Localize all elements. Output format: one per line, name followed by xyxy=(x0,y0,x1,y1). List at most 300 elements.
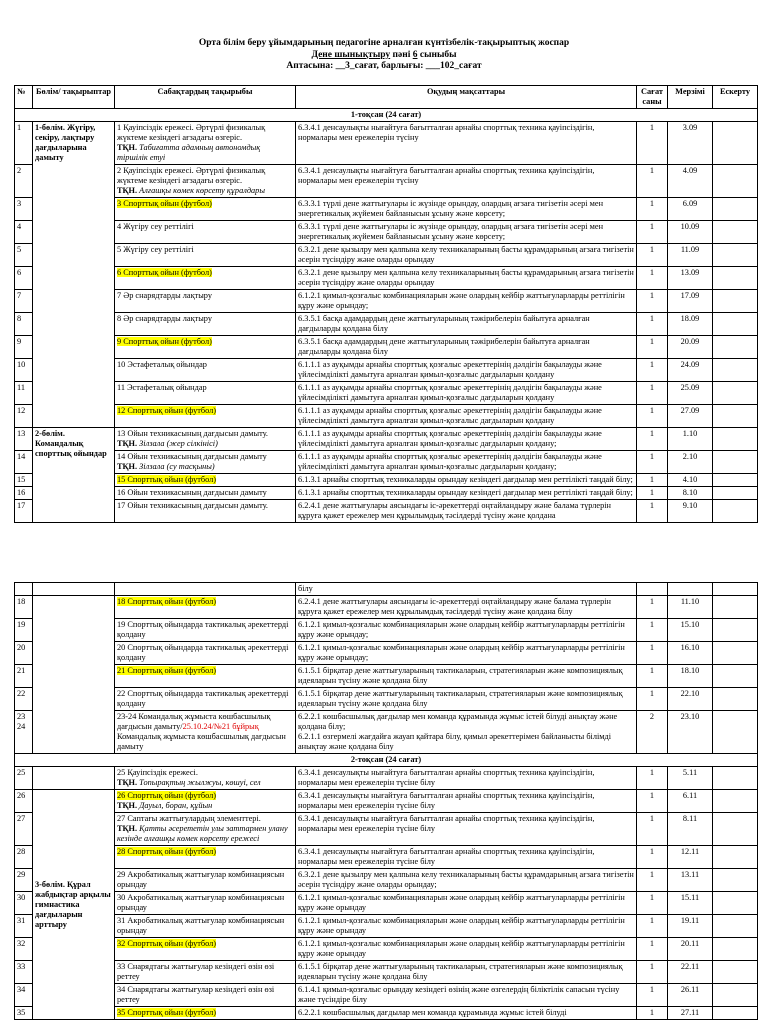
goal-text: 6.1.3.1 арнайы спорттық техникаларды орындау кезіндегі дағдылар мен реттілікті таңдай білу; xyxy=(298,488,633,497)
section-cell: 1-бөлім. Жүгіру, секіру, лақтыру дағдыларына дамыту xyxy=(33,122,115,428)
table-row xyxy=(15,359,758,382)
goal-text: 6.3.4.1 денсаулықты нығайтуға бағытталған арнайы спорттық техника қауіпсіздігін, нормалары мен ережелерін түсіне білу xyxy=(298,847,595,866)
cell-note xyxy=(713,961,758,984)
cell-date: 15.11 xyxy=(668,892,713,915)
goal-text: 6.1.2.1 қимыл-қозғалыс комбинацияларын және олардың кейбір жаттығуларларды реттілігін құру және орындау xyxy=(298,916,625,935)
table-row xyxy=(15,583,758,596)
goal-text: 6.1.4.1 қимыл-қозғалыс орындау кезіндегі өзінің және өзгелердің біліктілік сапасын түсіну және түсіндіре білу xyxy=(298,985,620,1004)
cell-hours: 1 xyxy=(637,405,668,428)
cell-topic xyxy=(115,790,296,813)
goal-text: 6.3.4.1 денсаулықты нығайтуға бағытталған арнайы спорттық техника қауіпсіздігін, нормалары мен ережелерін түсіне білу xyxy=(298,814,595,833)
goal-text: 6.1.1.1 аз ауқымды арнайы спорттық қозғалыс әрекеттерінің дәлдігін бақылауды және үйлесімділікті дамытуға арналған қимыл-қозғалыс дағдыларын қолдану; xyxy=(298,429,602,448)
cell-goal xyxy=(296,382,637,405)
table-row xyxy=(15,892,758,915)
cell-hours: 1 xyxy=(637,500,668,523)
cell-goal xyxy=(296,915,637,938)
table-row xyxy=(15,244,758,267)
table-row xyxy=(15,846,758,869)
tkn-text: Топырақтың жылжуы, көшуі, сел xyxy=(139,778,261,787)
cell-topic xyxy=(115,915,296,938)
cell-note xyxy=(713,767,758,790)
cell-number: 25 xyxy=(15,767,33,790)
col-header-section: Бөлім/ тақырыптар xyxy=(33,86,115,109)
goal-text: 6.1.1.1 аз ауқымды арнайы спорттық қозғалыс әрекеттерінің дәлдігін бақылауды және үйлесімділікті дамытуға арналған қимыл-қозғалыс дағдыларын қолдану; xyxy=(298,452,602,471)
cell-note xyxy=(713,642,758,665)
cell-date: 27.11 xyxy=(668,1007,713,1020)
cell-date: 15.10 xyxy=(668,619,713,642)
cell-topic xyxy=(115,198,296,221)
cell-goal xyxy=(296,688,637,711)
section-cell xyxy=(33,767,115,790)
cell-goal xyxy=(296,165,637,198)
cell-hours: 1 xyxy=(637,1007,668,1020)
cell-topic xyxy=(115,474,296,487)
cell-hours: 1 xyxy=(637,221,668,244)
cell-date: 13.09 xyxy=(668,267,713,290)
table-row xyxy=(15,596,758,619)
topic-text: 8 Әр снарядтарды лақтыру xyxy=(117,314,212,323)
cell-goal xyxy=(296,267,637,290)
cell-hours: 1 xyxy=(637,596,668,619)
topic-text: 27 Саптағы жаттығулардың элементтері. xyxy=(117,814,261,823)
cell-note xyxy=(713,405,758,428)
cell-note xyxy=(713,500,758,523)
goal-text: 6.2.2.1 көшбасшылық дағдылар мен команда құрамында жұмыс істей білуді анықтау және қолдана білу; xyxy=(298,712,618,731)
cell-topic xyxy=(115,688,296,711)
table-row xyxy=(15,915,758,938)
topic-text: 5 Жүгіру сеу реттілігі xyxy=(117,245,194,254)
cell-date: 1.10 xyxy=(668,428,713,451)
cell-goal xyxy=(296,500,637,523)
cell-date: 11.10 xyxy=(668,596,713,619)
cell-note xyxy=(713,984,758,1007)
goal-text: 6.1.2.1 қимыл-қозғалыс комбинацияларын және олардың кейбір жаттығуларларды реттілігін құру және орындау xyxy=(298,939,625,958)
cell-topic xyxy=(115,984,296,1007)
table-row xyxy=(15,122,758,165)
cell-hours: 1 xyxy=(637,915,668,938)
cell-goal xyxy=(296,869,637,892)
cell-date xyxy=(668,583,713,596)
cell-hours: 1 xyxy=(637,846,668,869)
cell-topic xyxy=(115,767,296,790)
cell-hours: 1 xyxy=(637,451,668,474)
cell-date: 19.11 xyxy=(668,915,713,938)
cell-topic xyxy=(115,290,296,313)
cell-number: 17 xyxy=(15,500,33,523)
goal-text: 6.2.2.1 көшбасшылық дағдылар мен команда құрамында жұмыс істей білуді xyxy=(298,1008,567,1017)
cell-note xyxy=(713,583,758,596)
cell-number: 7 xyxy=(15,290,33,313)
cell-hours: 1 xyxy=(637,198,668,221)
cell-note xyxy=(713,892,758,915)
cell-goal xyxy=(296,984,637,1007)
table-row xyxy=(15,290,758,313)
grade-label: сыныбы xyxy=(417,49,457,60)
cell-topic xyxy=(115,665,296,688)
cell-hours xyxy=(637,583,668,596)
cell-number: 35 xyxy=(15,1007,33,1020)
goal-text: 6.3.5.1 басқа адамдардың дене жаттығуларының тәжірибелерін байытуға арналған дағдыларды қолдана білу xyxy=(298,337,590,356)
cell-date: 5.11 xyxy=(668,767,713,790)
table-row xyxy=(15,711,758,754)
cell-hours: 1 xyxy=(637,290,668,313)
table-row xyxy=(15,665,758,688)
cell-topic xyxy=(115,313,296,336)
document-header xyxy=(0,38,768,73)
cell-number: 34 xyxy=(15,984,33,1007)
cell-note xyxy=(713,846,758,869)
cell-note xyxy=(713,474,758,487)
cell-topic xyxy=(115,428,296,451)
cell-topic xyxy=(115,596,296,619)
topic-text: 3 Спорттық ойын (футбол) xyxy=(117,199,212,208)
cell-note xyxy=(713,221,758,244)
cell-number: 20 xyxy=(15,642,33,665)
cell-note xyxy=(713,790,758,813)
topic-text: 2 Қауіпсіздік ережесі. Әртүрлі физикалық жүктеме кезіндегі ағзадағы өзгеріс. xyxy=(117,166,266,185)
cell-hours: 1 xyxy=(637,813,668,846)
cell-number: 27 xyxy=(15,813,33,846)
topic-text: 1 Қауіпсіздік ережесі. Әртүрлі физикалық жүктеме кезіндегі ағзадағы өзгеріс. xyxy=(117,123,266,142)
cell-number: 9 xyxy=(15,336,33,359)
cell-goal xyxy=(296,428,637,451)
tkn-note xyxy=(117,143,260,162)
topic-text: 34 Снарядтағы жаттығулар кезіндегі өзін өзі реттеу xyxy=(117,985,275,1004)
cell-number: 12 xyxy=(15,405,33,428)
cell-goal xyxy=(296,892,637,915)
cell-goal xyxy=(296,487,637,500)
tkn-note xyxy=(117,186,265,195)
cell-number: 6 xyxy=(15,267,33,290)
table-row xyxy=(15,267,758,290)
cell-number: 1 xyxy=(15,122,33,165)
cell-note xyxy=(713,451,758,474)
col-header-number: № xyxy=(15,86,33,109)
col-header-topic: Сабақтардың тақырыбы xyxy=(115,86,296,109)
goal-text: 6.3.4.1 денсаулықты нығайтуға бағытталған арнайы спорттық техника қауіпсіздігін, нормалары мен ережелерін түсіне білу xyxy=(298,768,595,787)
page-break xyxy=(0,555,768,580)
cell-note xyxy=(713,122,758,165)
cell-hours: 1 xyxy=(637,487,668,500)
cell-date: 8.10 xyxy=(668,487,713,500)
cell-number xyxy=(15,583,33,596)
goal-text-extra: 6.2.1.1 өзгермелі жағдайға жауап қайтара білу, қимыл әрекеттерімен байланысты білімді анықтау және қолдана білу xyxy=(298,732,612,751)
cell-number: 31 xyxy=(15,915,33,938)
topic-text: 14 Ойын техникасының дағдысын дамыту xyxy=(117,452,267,461)
cell-date: 6.11 xyxy=(668,790,713,813)
cell-topic xyxy=(115,382,296,405)
cell-hours: 1 xyxy=(637,688,668,711)
cell-note xyxy=(713,290,758,313)
cell-topic xyxy=(115,451,296,474)
cell-hours: 1 xyxy=(637,619,668,642)
order-reference: 25.10.24/№21 бұйрық xyxy=(182,722,259,731)
cell-date: 24.09 xyxy=(668,359,713,382)
cell-note xyxy=(713,813,758,846)
plan-table-page1 xyxy=(14,85,758,523)
cell-hours: 1 xyxy=(637,767,668,790)
cell-number: 11 xyxy=(15,382,33,405)
subject-name: Дене шынықтыру xyxy=(311,49,391,60)
cell-note xyxy=(713,619,758,642)
tkn-text: Алғашқы көмек көрсету құралдары xyxy=(139,186,265,195)
table-row xyxy=(15,336,758,359)
cell-note xyxy=(713,1007,758,1020)
cell-topic xyxy=(115,892,296,915)
tkn-note xyxy=(117,824,288,843)
cell-topic xyxy=(115,619,296,642)
table-row xyxy=(15,313,758,336)
quarter-label: 2-тоқсан (24 сағат) xyxy=(15,754,758,767)
table-row xyxy=(15,451,758,474)
cell-goal: білу xyxy=(296,583,637,596)
cell-number: 29 xyxy=(15,869,33,892)
tkn-text: Табиғатта адамның автономдық тіршілік етуі xyxy=(117,143,261,162)
cell-goal xyxy=(296,221,637,244)
topic-text: 13 Ойын техникасының дағдысын дамыту. xyxy=(117,429,269,438)
cell-goal xyxy=(296,619,637,642)
topic-text: 18 Спорттық ойын (футбол) xyxy=(117,597,217,606)
goal-text: 6.1.5.1 бірқатар дене жаттығуларының тактикаларын, стратегияларын және композициялық идеяларын түсіну және қолдана білу xyxy=(298,666,623,685)
cell-date: 22.10 xyxy=(668,688,713,711)
table-row xyxy=(15,1007,758,1020)
cell-date: 13.11 xyxy=(668,869,713,892)
cell-note xyxy=(713,428,758,451)
table-row xyxy=(15,474,758,487)
cell-date: 12.11 xyxy=(668,846,713,869)
topic-text: 33 Снарядтағы жаттығулар кезіндегі өзін өзі реттеу xyxy=(117,962,275,981)
cell-date: 8.11 xyxy=(668,813,713,846)
cell-goal xyxy=(296,198,637,221)
cell-goal xyxy=(296,451,637,474)
table-row xyxy=(15,790,758,813)
cell-hours: 1 xyxy=(637,642,668,665)
table-row xyxy=(15,869,758,892)
topic-text: 25 Қауіпсіздік ережесі. xyxy=(117,768,198,777)
tkn-label: ТҚН. xyxy=(117,778,140,787)
table-row xyxy=(15,984,758,1007)
tkn-label: ТҚН. xyxy=(117,801,140,810)
tkn-note xyxy=(117,462,215,471)
goal-text: 6.3.2.1 дене қызылру мен қалпына келу техникаларының басты құрамдарының ағзаға тигізетін әсерін түсіндіру және оларды орындау; xyxy=(298,870,634,889)
cell-topic xyxy=(115,583,296,596)
cell-number: 28 xyxy=(15,846,33,869)
cell-topic xyxy=(115,846,296,869)
cell-hours: 1 xyxy=(637,892,668,915)
cell-goal xyxy=(296,665,637,688)
cell-hours: 1 xyxy=(637,359,668,382)
cell-goal xyxy=(296,711,637,754)
cell-hours: 1 xyxy=(637,336,668,359)
tkn-text: Зілзала (жер сілкінісі) xyxy=(139,439,218,448)
cell-topic xyxy=(115,869,296,892)
cell-note xyxy=(713,313,758,336)
cell-note xyxy=(713,382,758,405)
cell-note xyxy=(713,336,758,359)
cell-topic xyxy=(115,813,296,846)
table-row xyxy=(15,938,758,961)
col-header-goals: Оқудың мақсаттары xyxy=(296,86,637,109)
tkn-text: Қатты әсерететін улы заттармен улану кезінде алғашқы көмек көрсету ережесі xyxy=(117,824,288,843)
topic-text: 17 Ойын техникасының дағдысын дамыту. xyxy=(117,501,269,510)
cell-hours: 1 xyxy=(637,428,668,451)
cell-hours: 1 xyxy=(637,961,668,984)
cell-goal xyxy=(296,244,637,267)
cell-number: 2 xyxy=(15,165,33,198)
section-cell xyxy=(33,596,115,754)
cell-number: 22 xyxy=(15,688,33,711)
cell-note xyxy=(713,915,758,938)
cell-goal xyxy=(296,642,637,665)
cell-number: 5 xyxy=(15,244,33,267)
cell-topic xyxy=(115,711,296,754)
cell-number: 3 xyxy=(15,198,33,221)
topic-text: 19 Спорттық ойындарда тактикалық әрекеттерді қолдану xyxy=(117,620,289,639)
cell-topic xyxy=(115,122,296,165)
col-header-hours: Сағат саны xyxy=(637,86,668,109)
cell-number: 21 xyxy=(15,665,33,688)
cell-date: 9.10 xyxy=(668,500,713,523)
cell-date: 16.10 xyxy=(668,642,713,665)
goal-text: 6.3.3.1 түрлі дене жаттығулары іс жүзінде орындау, олардың ағзаға тигізетін әсері мен энергетикалық жүйемен байланысын ұсыну және көрсету; xyxy=(298,199,604,218)
cell-date: 18.10 xyxy=(668,665,713,688)
cell-topic xyxy=(115,938,296,961)
cell-goal xyxy=(296,596,637,619)
cell-note xyxy=(713,711,758,754)
quarter-row xyxy=(15,754,758,767)
topic-text-extra: Командалық жұмыста көшбасшылық дағдысын дамыту xyxy=(117,732,286,751)
table-row xyxy=(15,500,758,523)
cell-hours: 1 xyxy=(637,474,668,487)
cell-note xyxy=(713,688,758,711)
cell-note xyxy=(713,198,758,221)
goal-text: 6.2.4.1 дене жаттығулары аясындағы іс-әрекеттерді оңтайландыру және балама түрлерін құруға қажет ережелер мен құрылымдық тәсілдерді түсіну және қолдана xyxy=(298,501,611,520)
quarter-label: 1-тоқсан (24 сағат) xyxy=(15,109,758,122)
table-row xyxy=(15,487,758,500)
cell-number: 13 xyxy=(15,428,33,451)
topic-text: 23-24 Командалық жұмыста көшбасшылық дағдысын дамыту/ xyxy=(117,712,271,731)
subject-line xyxy=(0,50,768,62)
cell-number: 16 xyxy=(15,487,33,500)
topic-text: 15 Спорттық ойын (футбол) xyxy=(117,475,217,484)
goal-text: 6.3.2.1 дене қызылру мен қалпына келу техникаларының басты құрамдарының ағзаға тигізетін әсерін түсіндіру және оларды орындау xyxy=(298,245,634,264)
cell-number: 32 xyxy=(15,938,33,961)
topic-text: 29 Акробатикалық жаттығулар комбинациясын орындау xyxy=(117,870,285,889)
topic-text: 10 Эстафеталық ойындар xyxy=(117,360,207,369)
table-header-row xyxy=(15,86,758,109)
topic-text: 28 Спорттық ойын (футбол) xyxy=(117,847,217,856)
tkn-label: ТҚН. xyxy=(117,824,140,833)
cell-hours: 1 xyxy=(637,122,668,165)
cell-hours: 1 xyxy=(637,938,668,961)
table-row xyxy=(15,221,758,244)
goal-text: 6.3.3.1 түрлі дене жаттығулары іс жүзінде орындау, олардың ағзаға тигізетін әсері мен энергетикалық жүйемен байланысын ұсыну және көрсету; xyxy=(298,222,604,241)
cell-goal xyxy=(296,767,637,790)
cell-number: 8 xyxy=(15,313,33,336)
goal-text: 6.3.4.1 денсаулықты нығайтуға бағытталған арнайы спорттық техника қауіпсіздігін, нормалары мен ережелерін түсіне білу xyxy=(298,791,595,810)
cell-goal xyxy=(296,336,637,359)
cell-goal xyxy=(296,290,637,313)
cell-goal xyxy=(296,405,637,428)
table-row xyxy=(15,961,758,984)
cell-note xyxy=(713,359,758,382)
goal-text: 6.1.1.1 аз ауқымды арнайы спорттық қозғалыс әрекеттерінің дәлдігін бақылауды және үйлесімділікті дамытуға арналған қимыл-қозғалыс дағдыларын қолдану xyxy=(298,406,602,425)
cell-hours: 1 xyxy=(637,869,668,892)
table-row xyxy=(15,813,758,846)
topic-text: 11 Эстафеталық ойындар xyxy=(117,383,207,392)
topic-text: 26 Спорттық ойын (футбол) xyxy=(117,791,217,800)
cell-date: 6.09 xyxy=(668,198,713,221)
cell-hours: 1 xyxy=(637,665,668,688)
cell-number: 15 xyxy=(15,474,33,487)
cell-topic xyxy=(115,642,296,665)
topic-text: 20 Спорттық ойындарда тактикалық әрекеттерді қолдану xyxy=(117,643,289,662)
cell-hours: 1 xyxy=(637,165,668,198)
cell-note xyxy=(713,487,758,500)
cell-topic xyxy=(115,405,296,428)
cell-date: 20.09 xyxy=(668,336,713,359)
cell-hours: 1 xyxy=(637,382,668,405)
cell-goal xyxy=(296,313,637,336)
section-cell: 2-бөлім. Командалық спорттық ойындар xyxy=(33,428,115,523)
cell-note xyxy=(713,165,758,198)
cell-topic xyxy=(115,487,296,500)
cell-number: 19 xyxy=(15,619,33,642)
cell-number: 30 xyxy=(15,892,33,915)
tkn-note xyxy=(117,778,261,787)
col-header-date: Мерзімі xyxy=(668,86,713,109)
goal-text: 6.1.1.1 аз ауқымды арнайы спорттық қозғалыс әрекеттерінің дәлдігін бақылауды және үйлесімділікті дамытуға арналған қимыл-қозғалыс дағдыларын қолдану xyxy=(298,360,602,379)
cell-date: 3.09 xyxy=(668,122,713,165)
table-row xyxy=(15,165,758,198)
cell-date: 20.11 xyxy=(668,938,713,961)
plan-table-page2 xyxy=(14,582,758,1020)
cell-goal xyxy=(296,474,637,487)
tkn-note xyxy=(117,801,212,810)
topic-text: 4 Жүгіру сеу реттілігі xyxy=(117,222,194,231)
topic-text: 35 Спорттық ойын (футбол) xyxy=(117,1008,217,1017)
cell-date: 17.09 xyxy=(668,290,713,313)
goal-text: 6.3.4.1 денсаулықты нығайтуға бағытталған арнайы спорттық техника қауіпсіздігін, нормалары мен ережелерін түсіну xyxy=(298,123,595,142)
goal-text: 6.1.3.1 арнайы спорттық техникаларды орындау кезіндегі дағдылар мен реттілікті таңдай білу; xyxy=(298,475,633,484)
tkn-label: ТҚН. xyxy=(117,462,140,471)
cell-topic xyxy=(115,1007,296,1020)
cell-number: 23 24 xyxy=(15,711,33,754)
cell-goal xyxy=(296,1007,637,1020)
goal-text: 6.1.2.1 қимыл-қозғалыс комбинацияларын және олардың кейбір жаттығуларларды реттілігін құру және орындау; xyxy=(298,291,625,310)
goal-text: 6.3.2.1 дене қызылру мен қалпына келу техникаларының басты құрамдарының ағзаға тигізетін әсерін түсіндіру және оларды орындау xyxy=(298,268,634,287)
cell-date: 25.09 xyxy=(668,382,713,405)
cell-goal xyxy=(296,790,637,813)
cell-note xyxy=(713,596,758,619)
cell-date: 26.11 xyxy=(668,984,713,1007)
table-row xyxy=(15,382,758,405)
cell-goal xyxy=(296,122,637,165)
table-row xyxy=(15,767,758,790)
cell-number: 18 xyxy=(15,596,33,619)
table-row xyxy=(15,428,758,451)
cell-note xyxy=(713,869,758,892)
cell-section xyxy=(33,583,115,596)
topic-text: 9 Спорттық ойын (футбол) xyxy=(117,337,212,346)
goal-text: 6.3.4.1 денсаулықты нығайтуға бағытталған арнайы спорттық техника қауіпсіздігін, нормалары мен ережелерін түсіну xyxy=(298,166,595,185)
cell-hours: 1 xyxy=(637,790,668,813)
document-title: Орта білім беру ұйымдарының педагогіне арналған күнтізбелік-тақырыптық жоспар xyxy=(198,38,570,48)
cell-topic xyxy=(115,336,296,359)
cell-hours: 1 xyxy=(637,244,668,267)
topic-text: 12 Спорттық ойын (футбол) xyxy=(117,406,217,415)
cell-note xyxy=(713,665,758,688)
